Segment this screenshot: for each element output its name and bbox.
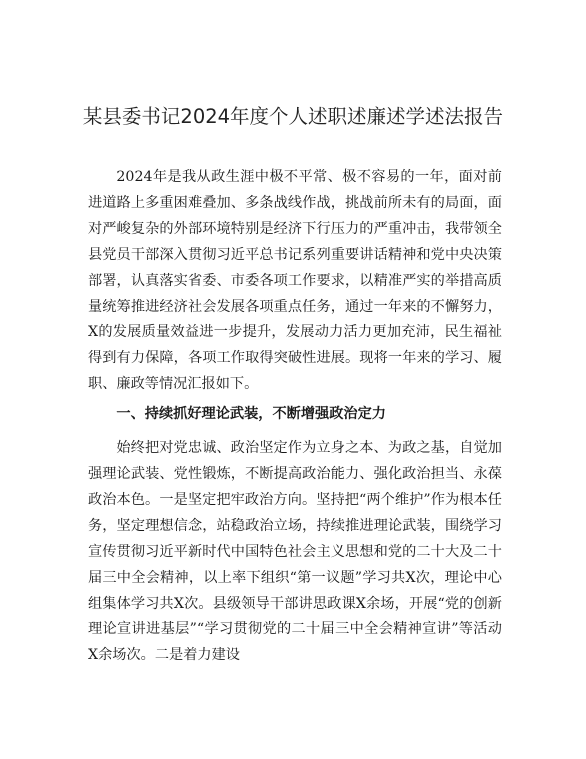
document-body <box>88 165 502 669</box>
section-paragraph: 始终把对党忠诚、政治坚定作为立身之本、为政之基，自觉加强理论武装、党性锻炼，不断提高政治能力、强化政治担当、永葆政治本色。一是坚定把牢政治方向。坚持把“两个维护”作为根本任务，坚定理想信念，站稳政治立场，持续推进理论武装，围绕学习宣传贯彻习近平新时代中国特色社会主义思想和党的二十大及二十届三中全会精神，以上率下组织“第一议题”学习共X次，理论中心组集体学习共X次。县级领导干部讲思政课X余场，开展“党的创新理论宣讲进基层”“学习贯彻党的二十届三中全会精神宣讲”等活动X余场次。二是着力建设 <box>88 440 502 664</box>
section-heading: 一、持续抓好理论武装，不断增强政治定力 <box>116 406 386 423</box>
intro-paragraph: 2024年是我从政生涯中极不平常、极不容易的一年，面对前进道路上多重困难叠加、多条战线作战，挑战前所未有的局面，面对严峻复杂的外部环境特别是经济下行压力的严重冲击，我带领全县党员干部深入贯彻习近平总书记系列重要讲话精神和党中央决策部署，认真落实省委、市委各项工作要求，以精准严实的举措高质量统筹推进经济社会发展各项重点任务，通过一年来的不懈努力，X的发展质量效益进一步提升，发展动力活力更加充沛，民生福祉得到有力保障，各项工作取得突破性进展。现将一年来的学习、履职、廉政等情况汇报如下。 <box>88 169 502 393</box>
document-title: 某县委书记2024年度个人述职述廉述学述法报告 <box>82 105 504 128</box>
